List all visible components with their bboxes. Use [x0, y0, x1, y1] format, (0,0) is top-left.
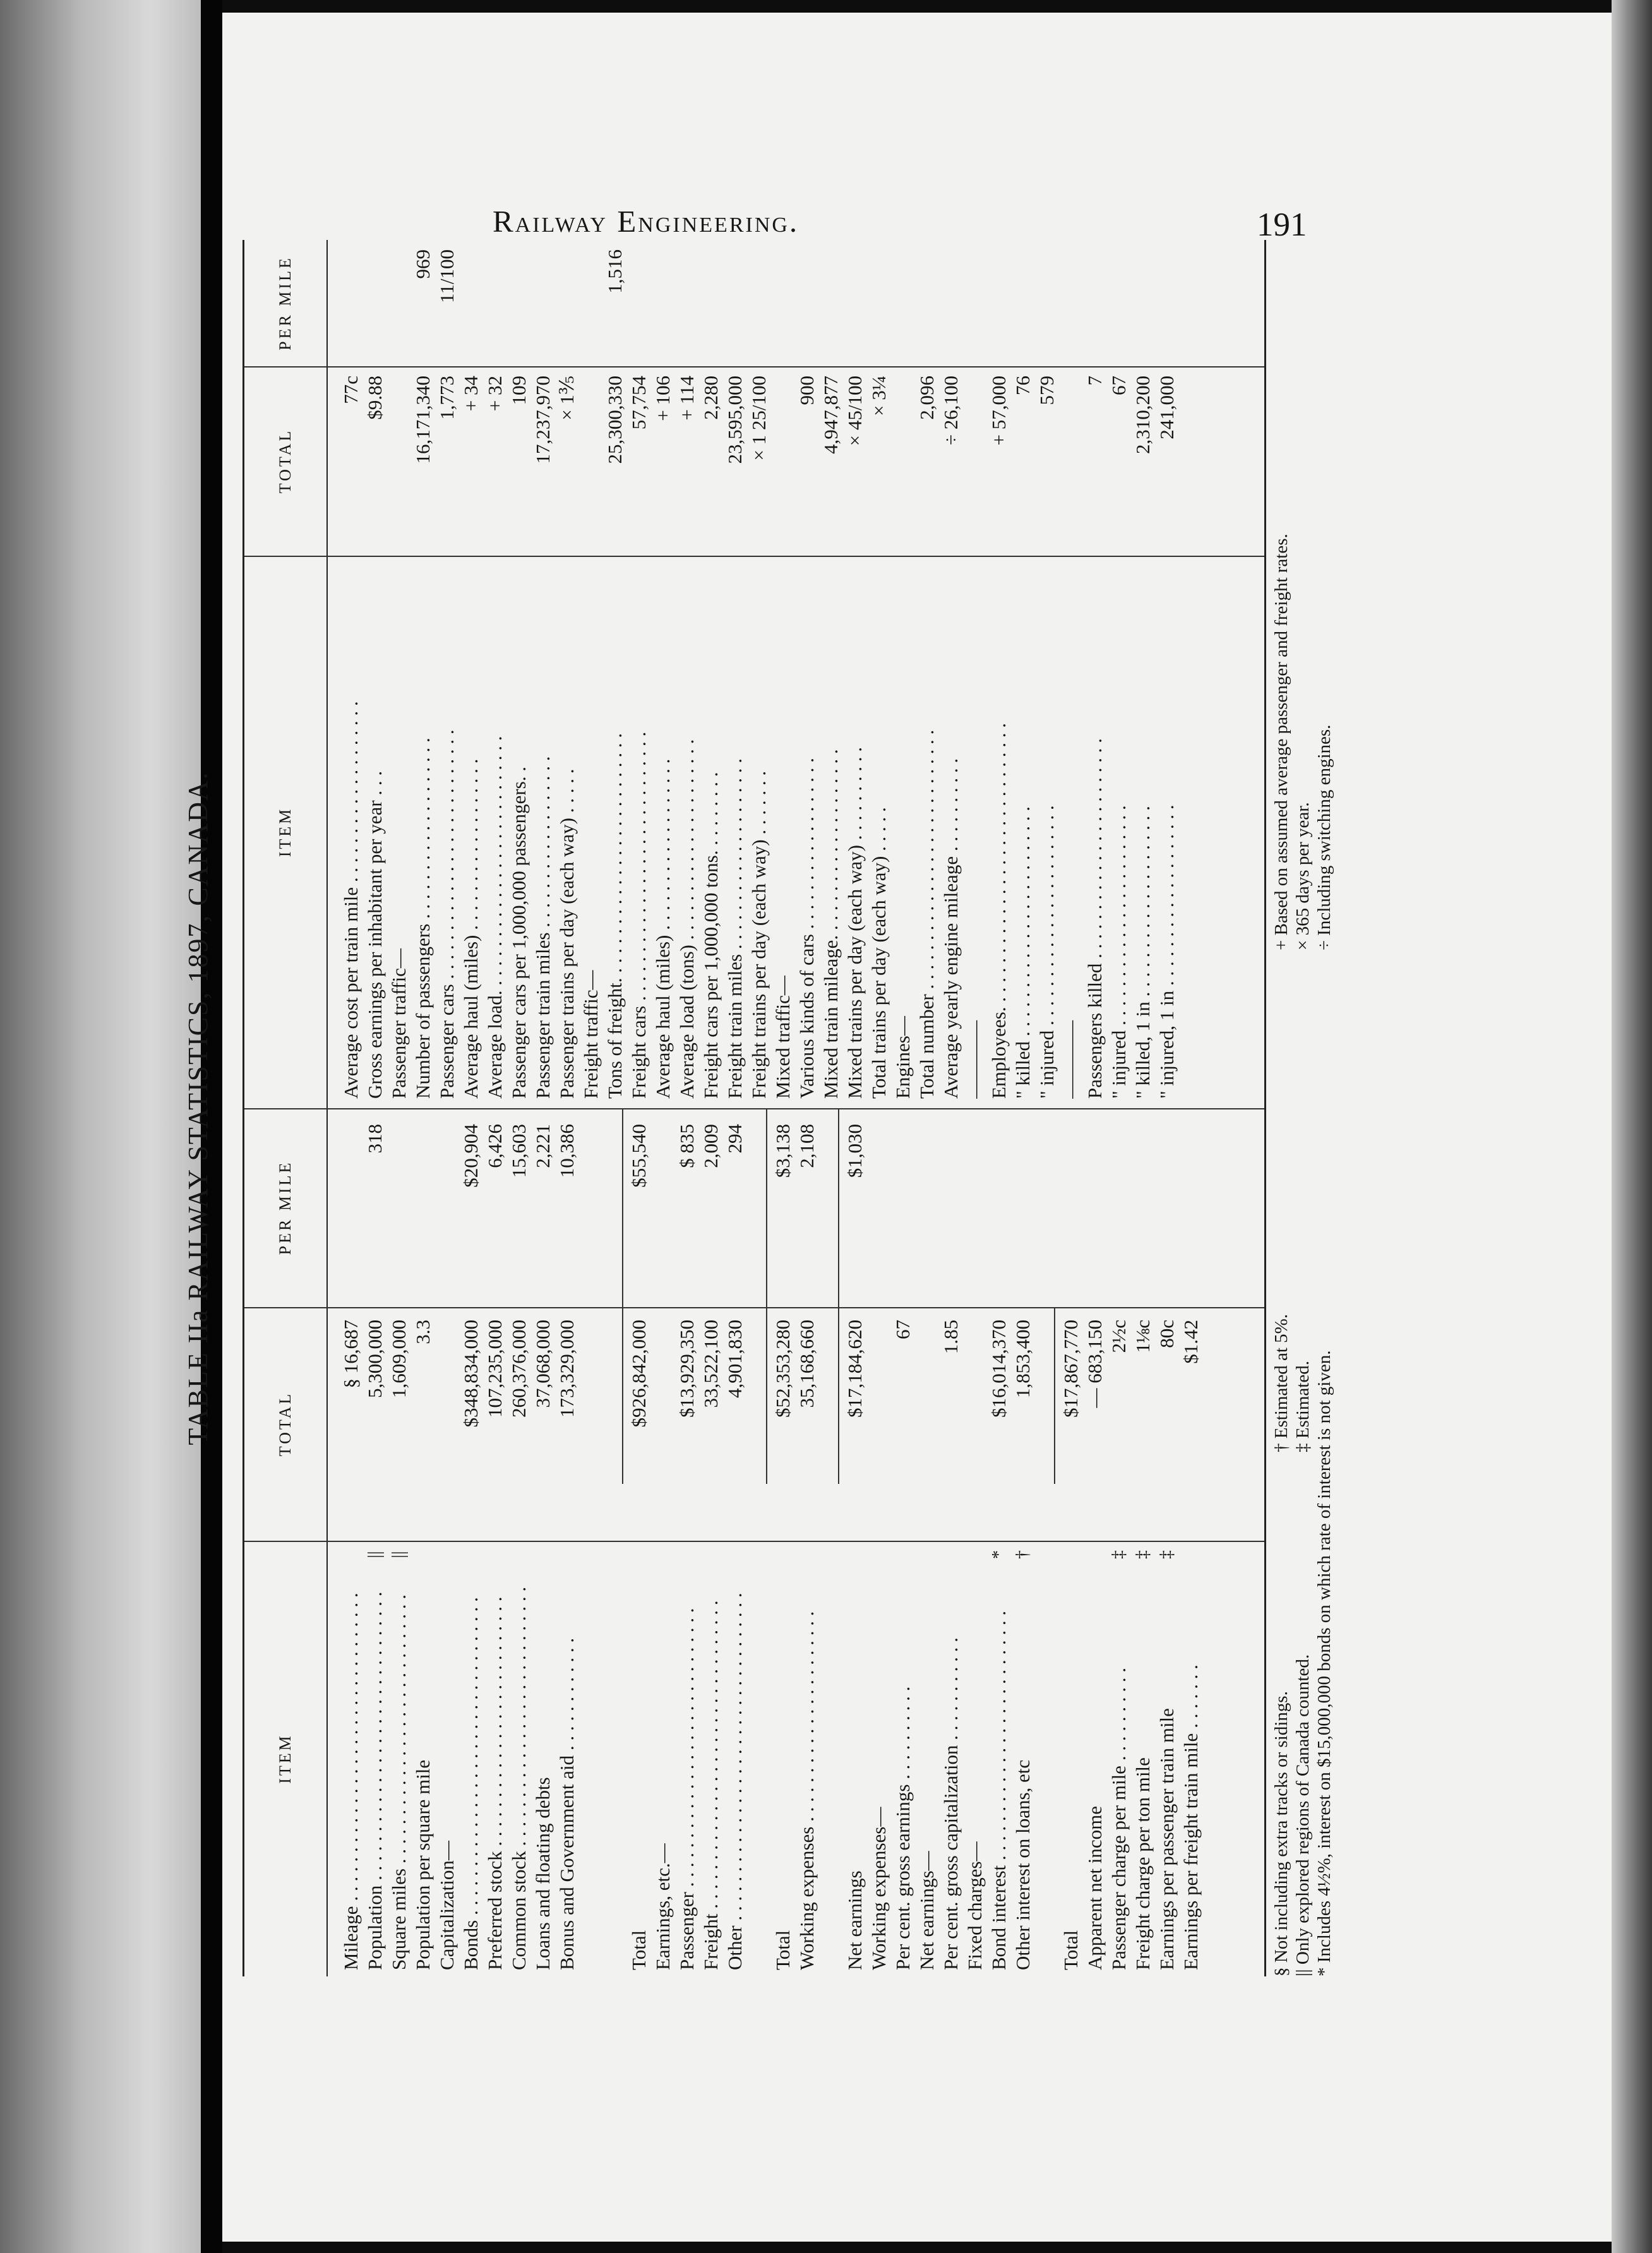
right-row-item: Tons of freight. . . . . . . . . . . . . . . . . . . . . . . . . . [604, 732, 626, 1099]
right-row-item: Employees. . . . . . . . . . . . . . . . . . . . . . . . . . . . . . [988, 723, 1010, 1099]
col-divider [244, 1307, 1264, 1308]
left-row-item: Freight . . . . . . . . . . . . . . . . . . . . . . . . . . . . . . . . [700, 1600, 722, 1970]
left-row-per-mile [987, 1124, 1011, 1301]
right-row-per-mile [747, 249, 771, 363]
left-row-per-mile: 10,386 [556, 1124, 578, 1178]
col-head-item-right: ITEM [244, 556, 328, 1108]
left-row-item: Fixed charges— [964, 1841, 986, 1970]
left-row-total [963, 1320, 987, 1534]
left-row-total: $1.42 [1180, 1320, 1202, 1364]
right-row-total [963, 376, 987, 553]
right-row-per-mile [1059, 249, 1083, 363]
right-row-total: × 3¼ [868, 376, 890, 416]
left-row-per-mile [1155, 1124, 1179, 1301]
footnote: ÷ Including switching engines. [1314, 724, 1334, 950]
right-row-item: Average load. . . . . . . . . . . . . . . . . . . . . . . . . . . [484, 736, 506, 1099]
col-head-item-left: ITEM [244, 1541, 328, 1976]
left-row-mark [699, 1543, 723, 1566]
left-row-total [579, 1320, 603, 1534]
left-row-per-mile: $1,030 [844, 1124, 866, 1178]
left-row-mark: ‡ [1109, 1550, 1128, 1559]
right-row-item: Number of passengers . . . . . . . . . . . . . . . . . . . [412, 738, 434, 1099]
right-row-item: Passenger cars per 1,000,000 passengers. . [508, 766, 530, 1099]
left-row-item: Total [772, 1930, 794, 1970]
left-row-total: § 16,687 [340, 1320, 362, 1389]
left-row-total [651, 1320, 675, 1534]
right-row-per-mile [459, 249, 483, 363]
left-row-total [819, 1320, 843, 1534]
left-row-per-mile: 6,426 [484, 1124, 506, 1168]
right-row-total: 7 [1084, 376, 1106, 386]
right-row-total: 77c [340, 376, 362, 404]
left-row-item: Other . . . . . . . . . . . . . . . . . . . . . . . . . . . . . . . . . . [724, 1593, 746, 1970]
left-row-item: Population . . . . . . . . . . . . . . . . . . . . . . . . . . . . . . [364, 1591, 386, 1970]
right-row-item: " injured . . . . . . . . . . . . . . . . . . . . . . . [1108, 805, 1130, 1099]
right-row-total [579, 376, 603, 553]
previous-page-edge [0, 0, 201, 2253]
right-row-total: 16,171,340 [412, 376, 434, 464]
left-row-mark [723, 1543, 747, 1566]
right-row-item: ———— [1060, 1020, 1082, 1099]
footnote: ‡ Estimated. [1293, 1361, 1313, 1452]
left-row-total: $13,929,350 [676, 1320, 698, 1418]
right-row-per-mile [483, 249, 507, 363]
col-head-permile-right: PER MILE [244, 240, 328, 366]
left-row-mark [339, 1543, 363, 1566]
left-row-per-mile [1083, 1124, 1107, 1301]
right-row-item: Passengers killed . . . . . . . . . . . . . . . . . . . . . . . [1084, 738, 1106, 1099]
left-row-item: Preferred stock . . . . . . . . . . . . . . . . . . . . . . . . . . [484, 1596, 506, 1970]
left-row-per-mile [1131, 1124, 1155, 1301]
col-divider [244, 1108, 1264, 1109]
left-row-total: 5,300,000 [364, 1320, 386, 1398]
col-head-permile-left: PER MILE [244, 1108, 328, 1307]
left-row-mark [747, 1543, 771, 1566]
right-row-total [771, 376, 795, 553]
left-row-mark [771, 1543, 795, 1566]
left-row-mark [435, 1543, 459, 1566]
left-row-mark: || [365, 1551, 385, 1558]
left-row-item [819, 1566, 843, 1970]
left-row-per-mile: 2,221 [532, 1124, 554, 1168]
right-row-per-mile [1083, 249, 1107, 363]
right-row-total: 900 [796, 376, 818, 405]
left-row-per-mile [1179, 1124, 1203, 1301]
left-row-mark [483, 1543, 507, 1566]
right-row-total: ÷ 26,100 [940, 376, 962, 446]
right-row-item: Engines— [892, 1016, 914, 1099]
left-row-total: 1,609,000 [388, 1320, 410, 1398]
left-row-per-mile [651, 1124, 675, 1301]
left-row-item: Earnings per freight train mile . . . . . . . [1180, 1664, 1202, 1970]
right-row-item: Freight traffic— [580, 970, 602, 1099]
footnote: * Includes 4½%, interest on $15,000,000 bonds on which rate of interest is not given. [1314, 1350, 1334, 1976]
left-row-per-mile [867, 1124, 891, 1301]
col-divider [244, 366, 1264, 368]
right-row-item: Freight trains per day (each way) . . . . . . . [748, 770, 770, 1099]
left-row-total: 1,853,400 [1012, 1320, 1034, 1398]
right-row-per-mile [555, 249, 579, 363]
right-row-item: Freight cars per 1,000,000 tons. . . . . . . . . [700, 772, 722, 1099]
left-row-mark [603, 1543, 627, 1566]
left-row-item: Apparent net income [1084, 1806, 1106, 1970]
right-row-total: 109 [508, 376, 530, 405]
left-row-per-mile [819, 1124, 843, 1301]
right-row-total: 76 [1012, 376, 1034, 395]
left-row-item [603, 1566, 627, 1970]
right-row-item: " injured . . . . . . . . . . . . . . . . . . . . . . . [1036, 805, 1058, 1099]
table-title: TABLE IIa RAILWAY STATISTICS, 1897, CANADA. [183, 771, 213, 1445]
right-row-total: + 32 [484, 376, 506, 412]
footnote: × 365 days per year. [1293, 802, 1313, 950]
left-row-total: $17,867,770 [1060, 1320, 1082, 1418]
right-row-per-mile [939, 249, 963, 363]
left-row-per-mile [339, 1124, 363, 1301]
right-row-per-mile: 11/100 [436, 249, 458, 303]
right-row-item: Average cost per train mile . . . . . . . . . . . . . . . . . . . [340, 701, 362, 1099]
left-row-item: Per cent. gross earnings . . . . . . . . . . [892, 1686, 914, 1970]
right-row-per-mile [1131, 249, 1155, 363]
left-row-item: Mileage . . . . . . . . . . . . . . . . . . . . . . . . . . . . . . . . [340, 1593, 362, 1970]
left-row-item: Bonus and Government aid . . . . . . . . . . . . [556, 1637, 578, 1970]
right-row-item: ———— [964, 1020, 986, 1099]
left-row-per-mile: 294 [724, 1124, 746, 1154]
right-row-per-mile [795, 249, 819, 363]
left-row-total [1035, 1320, 1059, 1534]
left-row-mark: ‡ [1133, 1550, 1152, 1559]
left-row-per-mile: $ 835 [676, 1124, 698, 1168]
right-row-per-mile: 1,516 [604, 249, 626, 294]
right-row-item: " killed . . . . . . . . . . . . . . . . . . . . . . . . [1012, 806, 1034, 1099]
right-row-total: × 45/100 [844, 376, 866, 446]
right-row-item: Average haul (miles) . . . . . . . . . . . . . . . . . . [652, 758, 674, 1099]
left-row-total: 37,068,000 [532, 1320, 554, 1408]
left-row-total: 67 [892, 1320, 914, 1339]
left-row-item: Working expenses— [868, 1807, 890, 1970]
running-header: Railway Engineering. [493, 204, 799, 239]
left-row-mark [867, 1543, 891, 1566]
right-row-per-mile [963, 249, 987, 363]
right-row-item: Freight cars . . . . . . . . . . . . . . . . . . . . . . . . . . . . [628, 731, 650, 1099]
left-row-item: Working expenses . . . . . . . . . . . . . . . . . . . . . . [796, 1611, 818, 1970]
left-row-mark [891, 1543, 915, 1566]
left-row-per-mile [579, 1124, 603, 1301]
footnote: || Only explored regions of Canada counted. [1293, 1654, 1313, 1976]
right-row-item: Mixed train mileage. . . . . . . . . . . . . . . . . . . . [820, 749, 842, 1099]
left-row-per-mile [387, 1124, 411, 1301]
left-row-per-mile [963, 1124, 987, 1301]
left-row-per-mile [1107, 1124, 1131, 1301]
page-edge-shadow [1612, 0, 1652, 2253]
left-row-mark [411, 1543, 435, 1566]
right-row-per-mile [387, 249, 411, 363]
left-row-per-mile: $3,138 [772, 1124, 794, 1178]
left-row-item: Bond interest . . . . . . . . . . . . . . . . . . . . . . . . . . [988, 1610, 1010, 1970]
right-row-item: Freight train miles . . . . . . . . . . . . . . . . . . . . [724, 758, 746, 1099]
left-row-item: Earnings per passenger train mile [1156, 1708, 1178, 1970]
rotated-table-area [183, 240, 1372, 1976]
right-row-per-mile [891, 249, 915, 363]
left-row-total: 1⅛c [1132, 1320, 1154, 1353]
right-row-item: Passenger traffic— [388, 948, 410, 1099]
right-row-item: Average haul (miles) . . . . . . . . . . . . . . . . . . [460, 758, 482, 1099]
right-row-item: Total number . . . . . . . . . . . . . . . . . . . . . . . . . . . [916, 729, 938, 1099]
left-row-total [435, 1320, 459, 1534]
left-row-item: Net earnings— [916, 1851, 938, 1970]
left-row-item [579, 1566, 603, 1970]
left-row-mark [507, 1543, 531, 1566]
left-row-mark: † [1013, 1550, 1032, 1559]
left-row-total: — 683,150 [1084, 1320, 1106, 1408]
left-row-item: Bonds . . . . . . . . . . . . . . . . . . . . . . . . . . . . . . . . . [460, 1597, 482, 1970]
left-row-per-mile [1011, 1124, 1035, 1301]
right-row-per-mile [1035, 249, 1059, 363]
right-row-total: 1,773 [436, 376, 458, 420]
left-row-per-mile [435, 1124, 459, 1301]
right-row-per-mile [699, 249, 723, 363]
right-row-total: + 34 [460, 376, 482, 412]
left-row-per-mile [411, 1124, 435, 1301]
left-row-item: Loans and floating debts [532, 1777, 554, 1970]
left-row-mark [627, 1543, 651, 1566]
left-row-mark [1179, 1543, 1203, 1566]
right-row-item: Passenger cars . . . . . . . . . . . . . . . . . . . . . . . . . . [436, 729, 458, 1099]
right-row-total: 2,310,200 [1132, 376, 1154, 454]
right-row-per-mile [915, 249, 939, 363]
right-row-item: Gross earnings per inhabitant per year . . . [364, 770, 386, 1099]
left-row-mark [531, 1543, 555, 1566]
right-row-per-mile [339, 249, 363, 363]
right-row-item: Average load (tons) . . . . . . . . . . . . . . . . . . . . . [676, 739, 698, 1099]
right-row-per-mile [531, 249, 555, 363]
left-row-mark [579, 1543, 603, 1566]
right-row-per-mile [1011, 249, 1035, 363]
right-row-per-mile [675, 249, 699, 363]
right-row-total: 579 [1036, 376, 1058, 405]
left-row-mark [555, 1543, 579, 1566]
left-row-mark [651, 1543, 675, 1566]
right-row-per-mile [507, 249, 531, 363]
right-row-total [387, 376, 411, 553]
right-row-per-mile [363, 249, 387, 363]
left-row-total: $926,842,000 [628, 1320, 650, 1428]
right-row-per-mile [651, 249, 675, 363]
left-row-total: $348,834,000 [460, 1320, 482, 1428]
left-row-item: Total [628, 1930, 650, 1970]
left-row-item: Capitalization— [436, 1841, 458, 1970]
left-row-per-mile: 2,009 [700, 1124, 722, 1168]
left-row-mark [1083, 1543, 1107, 1566]
left-row-item: Freight charge per ton mile [1132, 1757, 1154, 1970]
right-row-total: $9.88 [364, 376, 386, 420]
left-row-total [915, 1320, 939, 1534]
left-row-item: Common stock . . . . . . . . . . . . . . . . . . . . . . . . . . . [508, 1586, 530, 1970]
right-row-total: 4,947,877 [820, 376, 842, 454]
left-row-per-mile [1059, 1124, 1083, 1301]
left-row-total: 173,329,000 [556, 1320, 578, 1418]
col-head-total-right: TOTAL [244, 366, 328, 556]
left-row-per-mile: 15,603 [508, 1124, 530, 1178]
left-row-item: Total [1060, 1930, 1082, 1970]
left-row-total: 260,376,000 [508, 1320, 530, 1418]
right-row-item: Various kinds of cars . . . . . . . . . . . . . . . . . . [796, 758, 818, 1099]
right-row-total: 17,237,970 [532, 376, 554, 464]
footnote: + Based on assumed average passenger and freight rates. [1271, 534, 1291, 950]
left-row-per-mile [603, 1124, 627, 1301]
right-row-item: Mixed traffic— [772, 976, 794, 1099]
right-row-item: Passenger train miles . . . . . . . . . . . . . . . . . . [532, 756, 554, 1099]
left-row-item: Other interest on loans, etc [1012, 1759, 1034, 1970]
col-divider [244, 556, 1264, 557]
left-row-per-mile [915, 1124, 939, 1301]
left-row-item: Passenger charge per mile . . . . . . . . . . [1108, 1668, 1130, 1970]
left-row-mark: || [389, 1551, 409, 1558]
right-row-item: Total trains per day (each way) . . . . . [868, 807, 890, 1099]
right-row-total: 25,300,330 [604, 376, 626, 464]
right-row-total: + 106 [652, 376, 674, 421]
right-row-per-mile [867, 249, 891, 363]
left-row-total [747, 1320, 771, 1534]
right-row-total: + 114 [676, 376, 698, 421]
left-row-total: 35,168,660 [796, 1320, 818, 1408]
right-row-total: × 1⅗ [556, 376, 578, 421]
left-row-per-mile: 2,108 [796, 1124, 818, 1168]
right-row-total: + 57,000 [988, 376, 1010, 446]
right-row-item: Mixed trains per day (each way) . . . . . . . . . . [844, 747, 866, 1099]
left-row-item [1035, 1566, 1059, 1970]
left-row-mark [915, 1543, 939, 1566]
right-row-item: " injured, 1 in . . . . . . . . . . . . . . . . . . . [1156, 804, 1178, 1099]
right-row-per-mile [819, 249, 843, 363]
left-row-per-mile: $55,540 [628, 1124, 650, 1188]
right-row-per-mile [627, 249, 651, 363]
right-row-total: 57,754 [628, 376, 650, 430]
left-row-total: $52,353,280 [772, 1320, 794, 1418]
right-row-per-mile [723, 249, 747, 363]
statistics-table [242, 240, 1266, 1976]
left-row-mark: ‡ [1157, 1550, 1176, 1559]
left-row-mark [843, 1543, 867, 1566]
left-row-total: 33,522,100 [700, 1320, 722, 1408]
left-row-total: $16,014,370 [988, 1320, 1010, 1418]
right-row-total: 2,280 [700, 376, 722, 420]
right-row-per-mile [579, 249, 603, 363]
right-row-total: 23,595,000 [724, 376, 746, 464]
col-head-total-left: TOTAL [244, 1307, 328, 1541]
left-row-item: Square miles . . . . . . . . . . . . . . . . . . . . . . . . . . . . [388, 1594, 410, 1970]
footnote: † Estimated at 5%. [1271, 1313, 1291, 1452]
left-row-item: Per cent. gross capitalization . . . . . . . . . . . [940, 1637, 962, 1970]
right-row-per-mile: 969 [412, 249, 434, 279]
left-row-total: 80c [1156, 1320, 1178, 1348]
left-row-item [747, 1566, 771, 1970]
right-row-per-mile [987, 249, 1011, 363]
left-row-mark [675, 1543, 699, 1566]
left-row-mark [819, 1543, 843, 1566]
left-row-total: 1.85 [940, 1320, 962, 1354]
left-row-mark [795, 1543, 819, 1566]
right-row-per-mile [843, 249, 867, 363]
right-row-item: " killed, 1 in . . . . . . . . . . . . . . . . . . . . [1132, 806, 1154, 1099]
footnote: § Not including extra tracks or sidings. [1271, 1691, 1291, 1976]
left-row-item: Net earnings [844, 1870, 866, 1970]
page-number: 191 [1257, 206, 1307, 243]
left-row-per-mile: 318 [364, 1124, 386, 1154]
left-row-mark [963, 1543, 987, 1566]
left-row-per-mile [747, 1124, 771, 1301]
left-row-total: 107,235,000 [484, 1320, 506, 1418]
left-row-per-mile [1035, 1124, 1059, 1301]
left-row-total [603, 1320, 627, 1534]
right-row-total [891, 376, 915, 553]
left-row-total [867, 1320, 891, 1534]
left-row-per-mile: $20,904 [460, 1124, 482, 1188]
left-row-mark: * [989, 1550, 1009, 1559]
left-row-per-mile [891, 1124, 915, 1301]
left-row-mark [1035, 1543, 1059, 1566]
left-row-item: Population per square mile [412, 1759, 434, 1970]
left-row-total: 4,901,830 [724, 1320, 746, 1398]
left-row-total: $17,184,620 [844, 1320, 866, 1418]
left-row-total: 2½c [1108, 1320, 1130, 1353]
left-row-mark [1059, 1543, 1083, 1566]
col-divider [244, 1541, 1264, 1542]
right-row-total: 67 [1108, 376, 1130, 395]
right-row-item: Average yearly engine mileage . . . . . . . . . . [940, 758, 962, 1099]
left-row-item: Passenger . . . . . . . . . . . . . . . . . . . . . . . . . . . . . [676, 1608, 698, 1970]
left-row-item: Earnings, etc.— [652, 1843, 674, 1970]
right-row-total: 241,000 [1156, 376, 1178, 439]
right-row-total: 2,096 [916, 376, 938, 420]
right-row-item: Passenger trains per day (each way) . . . . . [556, 768, 578, 1099]
right-row-per-mile [1107, 249, 1131, 363]
right-row-per-mile [771, 249, 795, 363]
right-row-per-mile [1155, 249, 1179, 363]
right-row-total: × 1 25/100 [748, 376, 770, 461]
left-row-total: 3.3 [412, 1320, 434, 1344]
right-row-total [1059, 376, 1083, 553]
left-row-per-mile [939, 1124, 963, 1301]
left-row-mark [459, 1543, 483, 1566]
left-row-mark [939, 1543, 963, 1566]
